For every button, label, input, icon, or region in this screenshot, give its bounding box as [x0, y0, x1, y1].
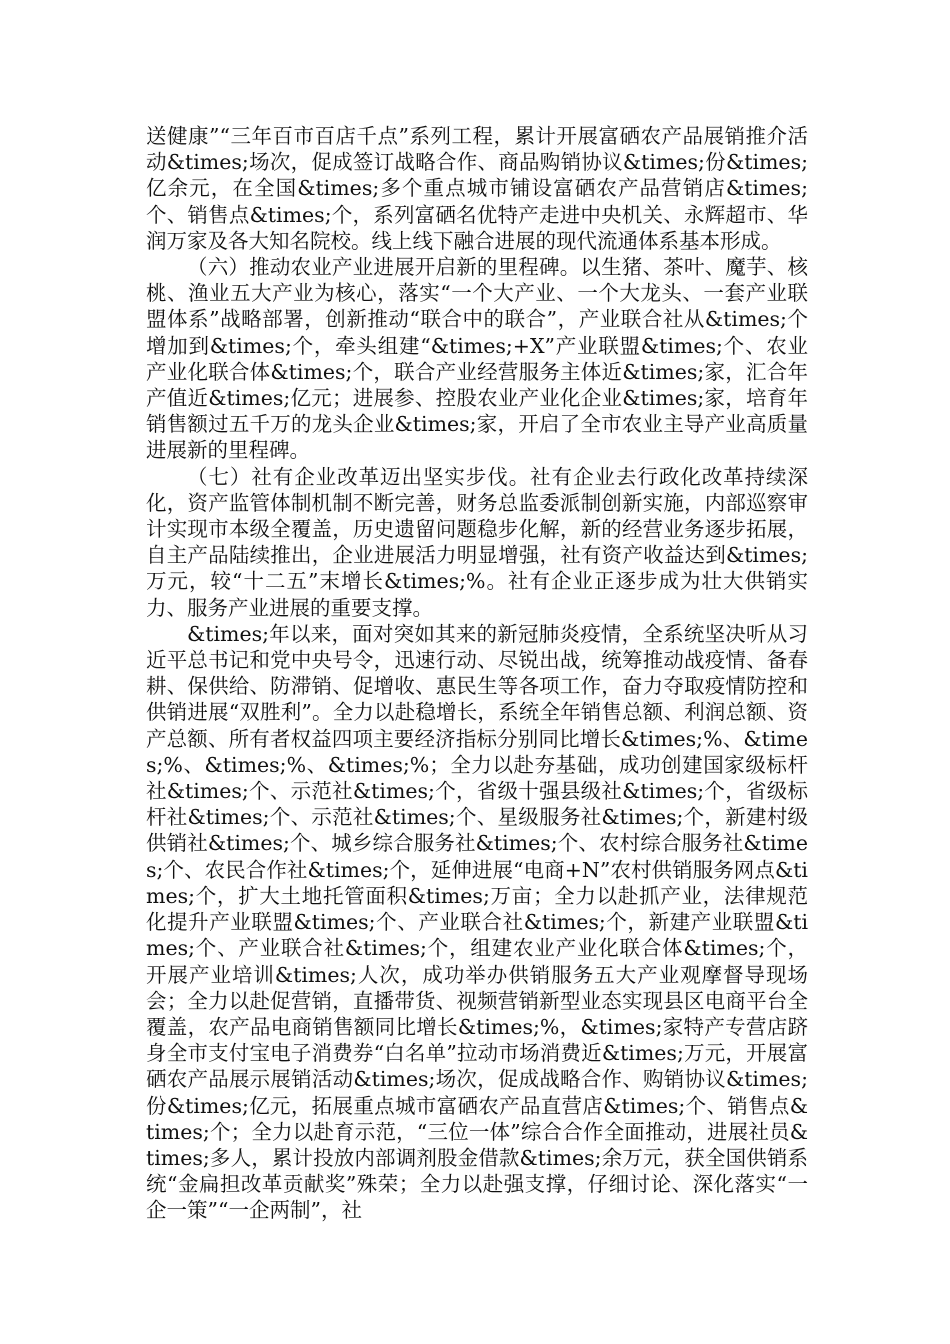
- paragraph-annual-summary: &times;年以来，面对突如其来的新冠肺炎疫情，全系统坚决听从习近平总书记和党中央号令，迅速行动、尽锐出战，统筹推动战疫情、备春耕、保供给、防滞销、促增收、惠民生等各项工作，奋力夺取疫情防控和供销进展“双胜利”。全力以赴稳增长，系统全年销售总额、利润总额、资产总额、所有者权益四项主要经济指标分别同比增长&times;%、&times;%、&times;%、&times;%；全力以赴夯基础，成功创建国家级标杆社&times;个、示范社&times;个，省级十强县级社&times;个，省级标杆社&times;个、示范社&times;个、星级服务社&times;个，新建村级供销社&times;个、城乡综合服务社&times;个、农村综合服务社&times;个、农民合作社&times;个，延伸进展“电商+N”农村供销服务网点&times;个，扩大土地托管面积&times;万亩；全力以赴抓产业，法律规范化提升产业联盟&times;个、产业联合社&times;个，新建产业联盟&times;个、产业联合社&times;个，组建农业产业化联合体&times;个，开展产业培训&times;人次，成功举办供销服务五大产业观摩督导现场会；全力以赴促营销，直播带货、视频营销新型业态实现县区电商平台全覆盖，农产品电商销售额同比增长&times;%，&times;家特产专营店跻身全市支付宝电子消费券“白名单”拉动市场消费近&times;万元，开展富硒农产品展示展销活动&times;场次，促成战略合作、购销协议&times;份&times;亿元，拓展重点城市富硒农产品直营店&times;个、销售点&times;个；全力以赴育示范，“三位一体”综合合作全面推动，进展社员&times;多人，累计投放内部调剂股金借款&times;余万元，获全国供销系统“金扁担改革贡献奖”殊荣；全力以赴强支撑，仔细讨论、深化落实“一企一策”“一企两制”，社: [146, 621, 808, 1223]
- paragraph-section-seven: （七）社有企业改革迈出坚实步伐。社有企业去行政化改革持续深化，资产监管体制机制不断完善，财务总监委派制创新实施，内部巡察审计实现市本级全覆盖，历史遗留问题稳步化解，新的经营业务逐步拓展，自主产品陆续推出，企业进展活力明显增强，社有资产收益达到&times;万元，较“十二五”末增长&times;%。社有企业正逐步成为壮大供销实力、服务产业进展的重要支撑。: [146, 464, 808, 620]
- paragraph-section-six: （六）推动农业产业进展开启新的里程碑。以生猪、茶叶、魔芋、核桃、渔业五大产业为核心，落实“一个大产业、一个大龙头、一套产业联盟体系”战略部署，创新推动“联合中的联合”，产业联合社从&times;个增加到&times;个，牵头组建“&times;+X”产业联盟&times;个、农业产业化联合体&times;个，联合产业经营服务主体近&times;家，汇合年产值近&times;亿元；进展参、控股农业产业化企业&times;家，培育年销售额过五千万的龙头企业&times;家，开启了全市农业主导产业高质量进展新的里程碑。: [146, 255, 808, 463]
- document-page: [146, 123, 808, 1224]
- paragraph-continuation: 送健康”“三年百市百店千点”系列工程，累计开展富硒农产品展销推介活动&times;场次，促成签订战略合作、商品购销协议&times;份&times;亿余元，在全国&times;多个重点城市铺设富硒农产品营销店&times;个、销售点&times;个，系列富硒名优特产走进中央机关、永辉超市、华润万家及各大知名院校。线上线下融合进展的现代流通体系基本形成。: [146, 124, 808, 253]
